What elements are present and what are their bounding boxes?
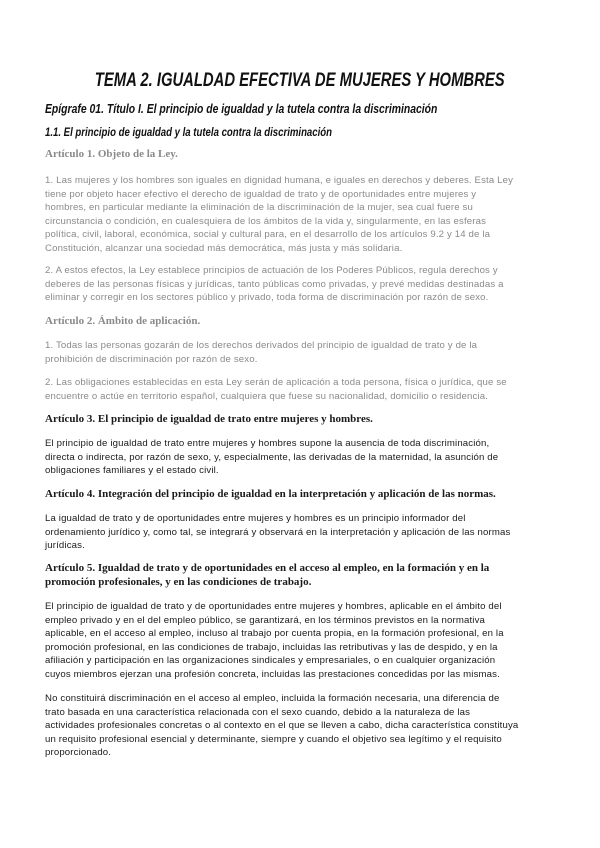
- paragraph-line: eliminar y corregir en los sectores público y privado, toda forma de discriminación por razón de sexo.: [45, 292, 489, 303]
- paragraph-line: cuyos miembros ejerzan una profesión concreta, incluidas las prestaciones concedidas por las mismas.: [45, 668, 500, 680]
- paragraph-line: un requisito profesional esencial y determinante, siempre y cuando el objetivo sea legítimo y el requisito: [45, 733, 502, 745]
- paragraph-line: trato basada en una característica relacionada con el sexo cuando, debido a la naturaleza de las: [45, 706, 471, 718]
- article-2-heading: [45, 315, 565, 329]
- paragraph-line: circunstancia o condición, en cualesquiera de los ámbitos de la vida y, singularmente, en las esferas: [45, 215, 487, 227]
- paragraph-line: jurídicas.: [45, 540, 85, 551]
- paragraph-line: aplicable, en el acceso al empleo, incluso al trabajo por cuenta propia, en la formación profesional, en la: [45, 628, 504, 639]
- document-title: [0, 70, 600, 92]
- paragraph-line: empleo privado y en el del empleo público, se garantizará, en los términos previstos en la normativa: [45, 614, 486, 626]
- paragraph-line: prohibición de discriminación por razón de sexo.: [45, 353, 258, 365]
- paragraph-line: ordenamiento jurídico y, como tal, se integrará y observará en la interpretación y aplicación de las normas: [45, 526, 511, 538]
- paragraph-line: deberes de las personas físicas y jurídicas, tanto públicas como privadas, y prevé medidas destinadas a: [45, 278, 504, 290]
- article-4-heading: [45, 488, 565, 502]
- document-title-text: TEMA 2. IGUALDAD EFECTIVA DE MUJERES Y HOMBRES: [95, 70, 505, 91]
- paragraph-line: encuentre o actúe en territorio español, cualquiera que fuese su nacionalidad, domicilio o residencia.: [45, 390, 489, 402]
- paragraph-line: Constitución, alcanzar una sociedad más democrática, más justa y más solidaria.: [45, 242, 403, 254]
- article-3-paragraph: [45, 437, 565, 478]
- article-4-paragraph: [45, 512, 565, 553]
- epigrafe-heading: Epígrafe 01. Título I. El principio de igualdad y la tutela contra la discriminación: [45, 101, 438, 116]
- article-5-paragraph: [45, 692, 565, 760]
- heading-line: Artículo 1. Objeto de la Ley.: [45, 148, 178, 160]
- paragraph-line: actividades profesionales concretas o al contexto en el que se lleven a cabo, dicha característica constituya: [45, 720, 519, 731]
- paragraph-line: 2. Las obligaciones establecidas en esta Ley serán de aplicación a toda persona, física o jurídica, que se: [45, 377, 507, 388]
- paragraph-line: promoción profesional, en las condiciones de trabajo, incluidas las retributivas y las de despido, y en la: [45, 641, 498, 653]
- paragraph-line: política, civil, laboral, económica, social y cultural para, en el desarrollo de los artículos 9.2 y 14 de la: [45, 229, 491, 240]
- article-5-paragraph: [45, 600, 565, 681]
- paragraph-line: tiene por objeto hacer efectivo el derecho de igualdad de trato y de oportunidades entre mujeres y: [45, 188, 477, 200]
- subsection-heading: 1.1. El principio de igualdad y la tutela contra la discriminación: [45, 125, 333, 139]
- article-2-paragraph: [45, 339, 565, 366]
- paragraph-line: 2. A estos efectos, la Ley establece principios de actuación de los Poderes Públicos, regula derechos y: [45, 265, 498, 276]
- paragraph-line: 1. Las mujeres y los hombres son iguales en dignidad humana, e iguales en derechos y deberes. Esta Ley: [45, 175, 514, 186]
- paragraph-line: La igualdad de trato y de oportunidades entre mujeres y hombres es un principio informador del: [45, 513, 466, 524]
- paragraph-line: El principio de igualdad de trato y de oportunidades entre mujeres y hombres, aplicable en el ámbito del: [45, 601, 502, 612]
- paragraph-line: hombres, en particular mediante la eliminación de la discriminación de la mujer, sea cual fuere su: [45, 202, 473, 213]
- article-1-paragraph: [45, 174, 565, 255]
- paragraph-line: afiliación y participación en las organizaciones sindicales y empresariales, o en cualquier organización: [45, 655, 496, 666]
- paragraph-line: El principio de igualdad de trato entre mujeres y hombres supone la ausencia de toda discriminación,: [45, 438, 490, 449]
- paragraph-line: No constituirá discriminación en el acceso al empleo, incluida la formación necesaria, una diferencia de: [45, 693, 500, 704]
- paragraph-line: directa o indirecta, por razón de sexo, y, especialmente, las derivadas de la maternidad, la asunción de: [45, 451, 499, 463]
- article-3-heading: [45, 413, 565, 427]
- article-1-paragraph: [45, 264, 565, 305]
- article-5-heading: [45, 562, 565, 589]
- heading-line: Artículo 4. Integración del principio de igualdad en la interpretación y aplicación de las normas.: [45, 488, 496, 500]
- heading-line: Artículo 2. Ámbito de aplicación.: [45, 315, 201, 327]
- paragraph-line: 1. Todas las personas gozarán de los derechos derivados del principio de igualdad de trato y de la: [45, 340, 478, 351]
- paragraph-line: obligaciones familiares y el estado civil.: [45, 465, 219, 476]
- article-1-heading: [45, 148, 565, 162]
- heading-line: promoción profesionales, y en las condiciones de trabajo.: [45, 575, 312, 588]
- paragraph-line: proporcionado.: [45, 747, 112, 758]
- heading-line: Artículo 3. El principio de igualdad de trato entre mujeres y hombres.: [45, 413, 373, 425]
- heading-line: Artículo 5. Igualdad de trato y de oportunidades en el acceso al empleo, en la formación y en la: [45, 562, 490, 574]
- article-2-paragraph: [45, 376, 565, 403]
